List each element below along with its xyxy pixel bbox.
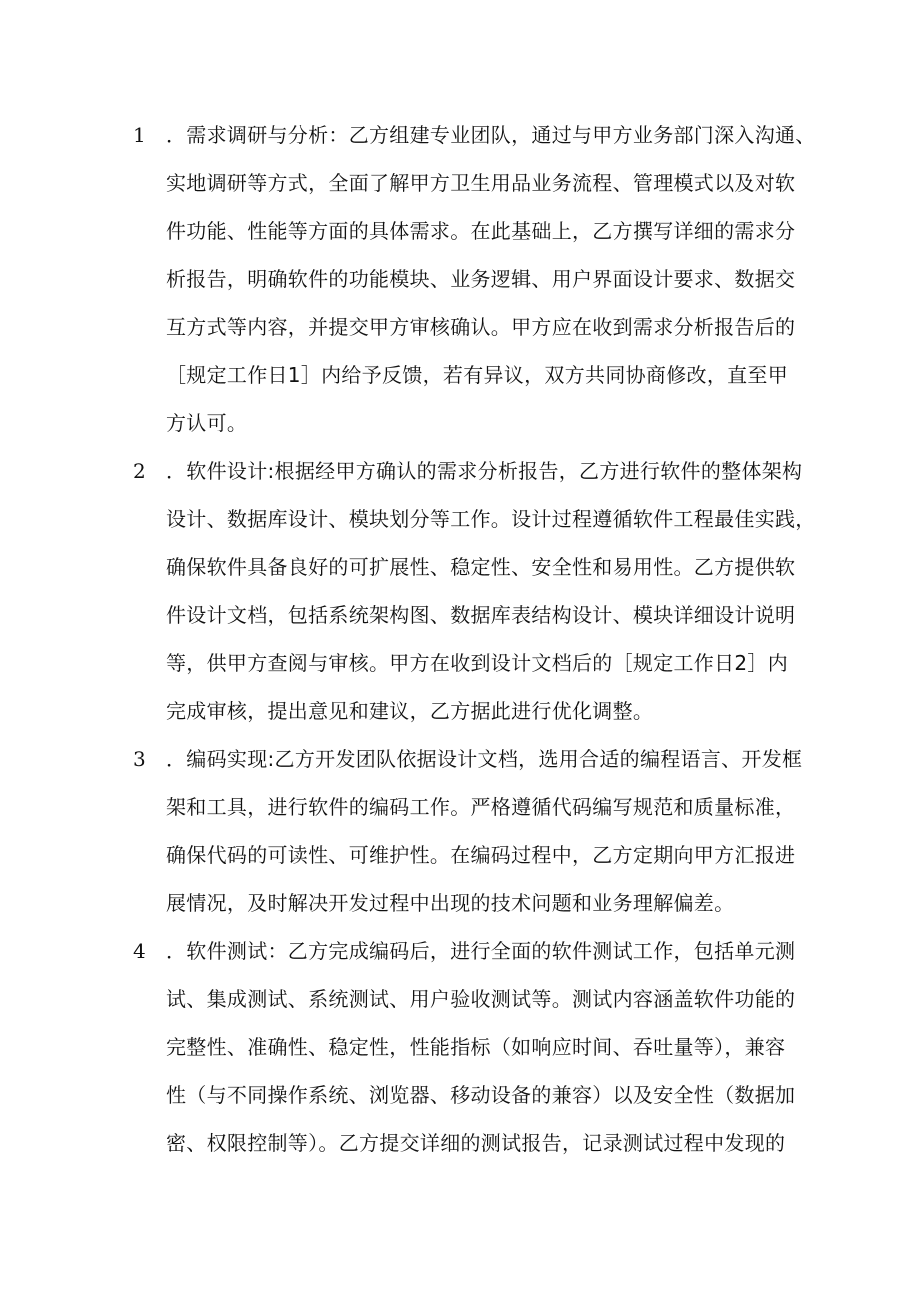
list-item [133,447,816,735]
item-number: 4 [133,939,147,963]
text-line: 试、集成测试、系统测试、用户验收测试等。测试内容涵盖软件功能的 [166,987,796,1011]
text-line: 析报告，明确软件的功能模块、业务逻辑、用户界面设计要求、数据交 [166,267,796,291]
line-text: ．编码实现:乙方开发团队依据设计文档，选用合适的编程语言、开发框 [166,747,803,771]
text-line [133,927,796,975]
text-line: 件设计文档，包括系统架构图、数据库表结构设计、模块详细设计说明 [166,603,796,627]
text-line: 确保软件具备良好的可扩展性、稳定性、安全性和易用性。乙方提供软 [166,555,796,579]
text-line: 性（与不同操作系统、浏览器、移动设备的兼容）以及安全性（数据加 [166,1083,796,1107]
item-number: 1 [133,123,147,147]
item-number: 2 [133,459,147,483]
text-line: 架和工具，进行软件的编码工作。严格遵循代码编写规范和质量标准， [166,795,796,819]
line-text: ．软件设计:根据经甲方确认的需求分析报告，乙方进行软件的整体架构 [166,459,803,483]
text-line: 互方式等内容，并提交甲方审核确认。甲方应在收到需求分析报告后的 [166,315,796,339]
text-line: 展情况，及时解决开发过程中出现的技术问题和业务理解偏差。 [166,891,735,915]
text-line: 设计、数据库设计、模块划分等工作。设计过程遵循软件工程最佳实践， [166,507,816,531]
text-line [133,447,803,495]
text-line [133,735,803,783]
text-line: 方认可。 [166,411,248,435]
text-line: ［规定工作日1］内给予反馈，若有异议，双方共同协商修改，直至甲 [166,363,789,387]
text-line: 确保代码的可读性、可维护性。在编码过程中，乙方定期向甲方汇报进 [166,843,796,867]
text-line: 实地调研等方式，全面了解甲方卫生用品业务流程、管理模式以及对软 [166,171,796,195]
text-line: 完整性、准确性、稳定性，性能指标（如响应时间、吞吐量等），兼容 [166,1035,786,1059]
text-line: 密、权限控制等）。乙方提交详细的测试报告，记录测试过程中发现的 [166,1131,786,1155]
line-text: ．软件测试：乙方完成编码后，进行全面的软件测试工作，包括单元测 [166,939,796,963]
item-number: 3 [133,747,147,771]
text-line: 件功能、性能等方面的具体需求。在此基础上，乙方撰写详细的需求分 [166,219,796,243]
list-item [133,111,816,447]
list-item [133,735,803,927]
line-text: ．需求调研与分析：乙方组建专业团队，通过与甲方业务部门深入沟通、 [166,123,816,147]
text-line: 完成审核，提出意见和建议，乙方据此进行优化调整。 [166,699,654,723]
text-line [133,111,816,159]
list-item [133,927,796,1167]
text-line: 等，供甲方查阅与审核。甲方在收到设计文档后的［规定工作日2］内 [166,651,789,675]
